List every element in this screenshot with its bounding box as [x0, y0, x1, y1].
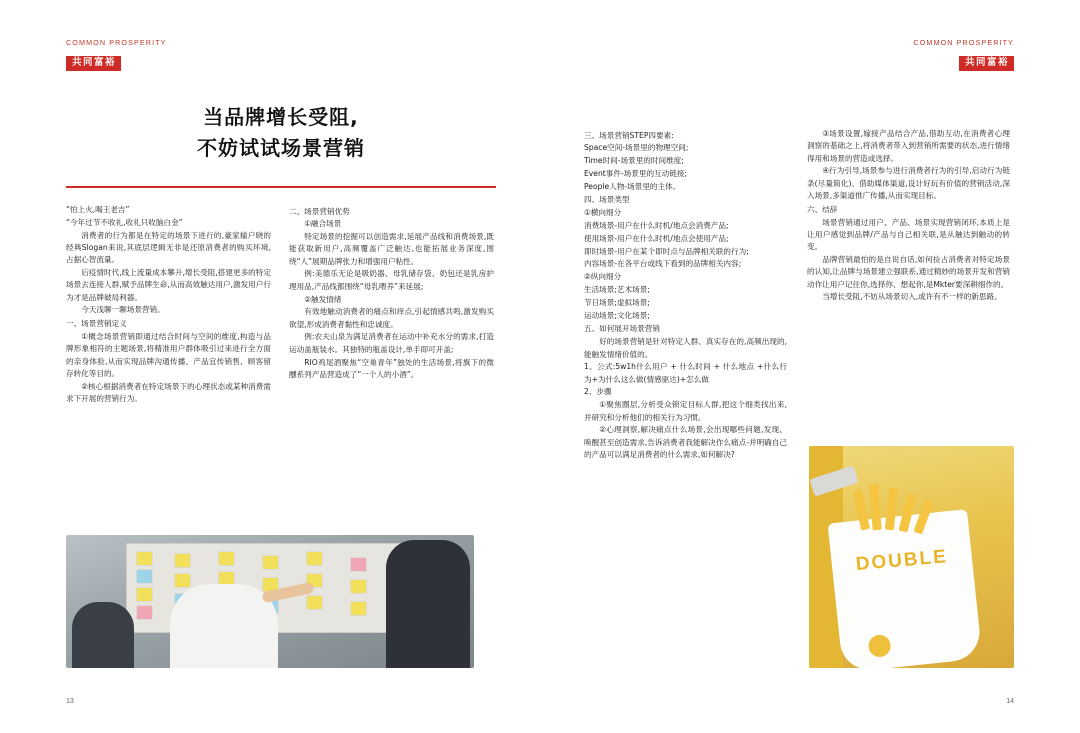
- right-column-2: [807, 128, 1010, 462]
- left-columns: [66, 204, 496, 406]
- paragraph: Event事件-场景里的互动链接;: [584, 168, 687, 178]
- paragraph: ④行为引导,场景参与进行消费者行为的引导,启动行为链条(尽量简化)、借助媒体渠道,设计好玩有价值的营销活动,深入场景,多渠道推广传播,从而实现目标。: [807, 166, 1010, 200]
- sub-heading: ②纵向细分: [584, 272, 622, 282]
- paragraph: 例:美德乐无论是吸奶器、母乳储存袋、奶包还是乳房护理用品,产品线都围绕“母乳喂养”来延展;: [289, 269, 494, 291]
- masthead-latin: COMMON PROSPERITY: [913, 38, 1014, 47]
- paragraph: ③场景设置,嫁接产品结合产品,借助互动,在消费者心理洞察的基础之上,将消费者带入到营销所需要的状态,进行情绪得用和场景的营造或选择。: [807, 129, 1010, 163]
- sub-heading: ①横向细分: [584, 208, 622, 218]
- paragraph: 有效地触动消费者的痛点和痒点,引起情感共鸣,激发购买欲望,形成消费者黏性和忠诚度。: [289, 307, 494, 329]
- masthead-right: [913, 38, 1014, 71]
- paragraph: 运动场景;文化场景;: [584, 310, 650, 320]
- paragraph: 例:农夫山泉为满足消费者在运动中补充水分的需求,打造运动盖瓶装水。其独特的瓶盖设计,单手即可开盖;: [289, 332, 494, 354]
- page-title: [66, 102, 496, 164]
- sub-heading: ①融合场景: [304, 219, 342, 229]
- paragraph: 即时场景-用户在某个即时点与品牌相关联的行为;: [584, 246, 749, 256]
- masthead-latin: COMMON PROSPERITY: [66, 38, 167, 47]
- paper-cup: [828, 509, 983, 668]
- sub-heading: ②触发情绪: [304, 294, 342, 304]
- paragraph: 使用场景-用户在什么时机/地点会使用产品;: [584, 233, 729, 243]
- paragraph: 消费场景-用户在什么时机/地点会消费产品;: [584, 221, 729, 231]
- section-heading: 五、如何展开场景营销: [584, 324, 660, 334]
- paragraph: 当增长受阻,不妨从场景切入,或许有不一样的新思路。: [822, 292, 1002, 302]
- person-left: [72, 602, 134, 668]
- left-column-2: [289, 204, 494, 406]
- masthead-left: [66, 38, 167, 71]
- workshop-photo: [66, 535, 474, 668]
- paragraph: 消费者的行为都是在特定的场景下进行的,豪家输户晓的经典Slogan来说,其底层逻辑无非是还原消费者的购买环境,占据心智流量。: [66, 230, 271, 265]
- section-heading: 二、场景营销优势: [289, 206, 350, 216]
- masthead-chinese: 共同富裕: [66, 56, 121, 71]
- paragraph: 生活场景;艺术场景;: [584, 285, 650, 295]
- title-line-2: 不妨试试场景营销: [197, 136, 365, 160]
- paragraph: 内容场景-在各平台或线下看到的品牌相关内容;: [584, 259, 742, 269]
- paragraph: ②心理洞察,解决痛点什么场景,会出现哪些问题,发现、唤醒甚至创造需求,告诉消费者我能解决作么痛点-并明确自己的产品可以满足消费者的什么需求,如何解决?: [584, 425, 787, 459]
- paragraph: 场景营销通过用户、产品、场景实现营销闭环,本质上是让用户感觉到品牌/产品与自己相关联,是从触达到触动的转变。: [807, 217, 1010, 252]
- paragraph: ①聚焦圈层,分析受众锁定目标人群,把这个细类找出来,并研究和分析他们的相关行为习惯。: [584, 400, 787, 422]
- paragraph: 今天浅聊一聊场景营销。: [81, 305, 165, 315]
- section-heading: 六、结辞: [807, 204, 838, 214]
- paragraph: 好的场景营销是针对特定人群、真实存在的,高频出现的,能触发情绪价值的。: [584, 337, 787, 359]
- section-heading: 一、场景营销定义: [66, 319, 127, 329]
- person-right: [386, 540, 470, 668]
- masthead-chinese: 共同富裕: [959, 56, 1014, 71]
- paragraph: ①概念场景营销即通过结合时间与空间的维度,构造与品牌形象相符的主题场景,将精准用户群体吸引过来进行全方面的亲身体验,从而实现品牌沟通传播、产品宜传销售、顾客留存转化等目的。: [66, 331, 271, 378]
- paragraph: 1、公式:5w1h什么用户 + 什么时间 + 什么地点 +什么行为+为什么这么做(情感驱达)+怎么做: [584, 362, 787, 384]
- paragraph: “今年过节不收礼,收礼只收脑白金”: [66, 217, 183, 227]
- fries-cup-photo: [809, 446, 1014, 668]
- sub-heading: 2、步骤: [584, 387, 612, 397]
- folio-left: 13: [66, 698, 74, 705]
- folio-right: 14: [1006, 698, 1014, 705]
- paragraph: 品牌营销最怕的是自说自话,如何捡占消费者对特定场景的认知,让品牌与场景建立强联系,通过精妙的场景开发和营销动作让用户记住你,选择你、想起你,是Mkter要深耕细作的。: [807, 254, 1010, 289]
- right-columns: [584, 128, 1014, 462]
- section-heading: 三、场景营销STEP四要素:: [584, 130, 674, 140]
- title-line-1: 当品牌增长受阻,: [203, 105, 359, 129]
- paragraph: Time时间-场景里的时间维度;: [584, 156, 684, 166]
- cup-brand-text: DOUBLE: [854, 546, 949, 576]
- paragraph: RIO鸡尾酒聚焦“空巢青年”独处的生活场景,将旗下的微醺系列产品营造成了“一个人的小酒”。: [289, 357, 494, 379]
- paragraph: 特定场景的挖掘可以创造需求,延展产品线和消费场景,既能获取新用户,高频覆盖广泛触达,也能拓展业务深度,围绕“人”展期品牌张力和增强用户粘性。: [289, 232, 494, 266]
- paragraph: “怕上火,喝王老吉”: [66, 205, 130, 214]
- right-column-1: [584, 128, 787, 462]
- paragraph: ②核心根据消费者在特定场景下的心理状态或某种消费需求下开展的营销行为。: [66, 381, 271, 403]
- paragraph: Space空间-场景里的物理空间;: [584, 143, 689, 153]
- cup-badge: [868, 634, 892, 658]
- page-right: [540, 0, 1080, 733]
- left-column-1: [66, 204, 271, 406]
- paragraph: 后疫情时代,线上流量成本攀升,增长受阻,搭建更多的特定场景去连接人群,赋予品牌生命,从而高效触达用户,激发用户行为才是品牌破局利器。: [66, 267, 271, 302]
- title-divider: [66, 186, 496, 188]
- section-heading: 四、场景类型: [584, 195, 630, 205]
- paragraph: 节日场景;虚拟场景;: [584, 297, 650, 307]
- paragraph: People人物-场景里的主体。: [584, 181, 681, 191]
